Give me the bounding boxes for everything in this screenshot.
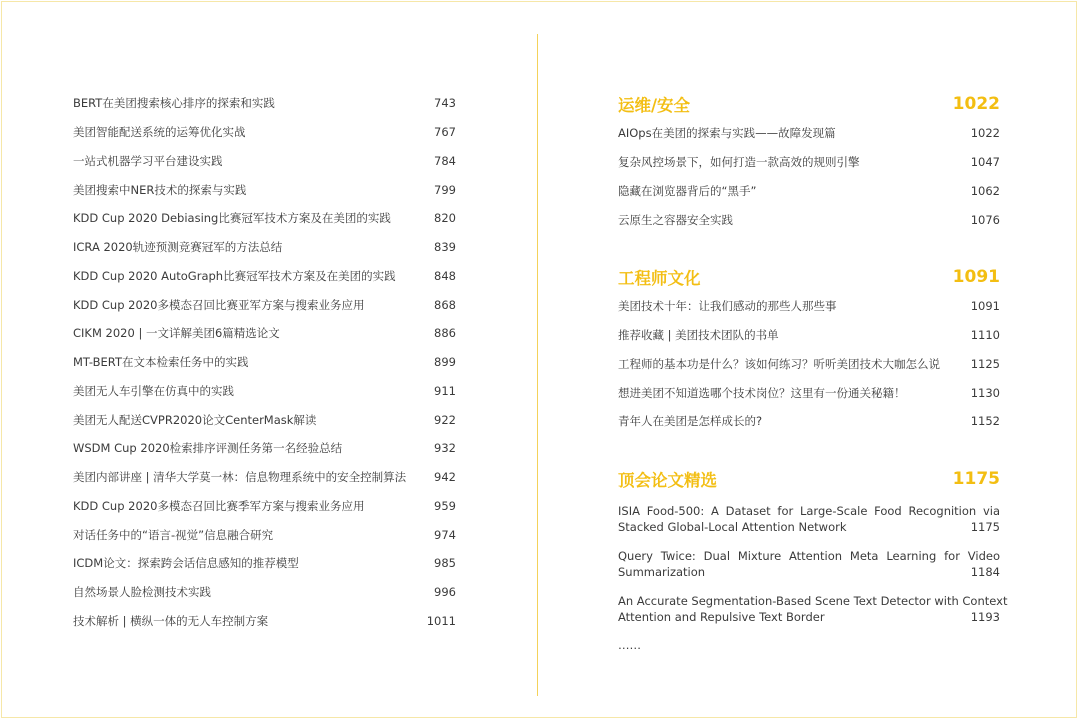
toc-entry-title: 美团内部讲座 | 清华大学莫一林：信息物理系统中的安全控制算法 <box>73 470 407 485</box>
toc-entry-title: 自然场景人脸检测技术实践 <box>73 585 211 600</box>
toc-entry[interactable] <box>73 405 456 434</box>
section-page: 1022 <box>952 94 1000 114</box>
toc-entry-title: 一站式机器学习平台建设实践 <box>73 153 223 168</box>
toc-entry[interactable] <box>618 205 1000 234</box>
toc-entry-page: 1125 <box>970 356 1000 371</box>
toc-entry-title: 云原生之容器安全实践 <box>618 212 733 227</box>
toc-entry[interactable] <box>73 578 456 607</box>
toc-entry-page: 922 <box>434 412 456 427</box>
toc-entry-title: 技术解析 | 横纵一体的无人车控制方案 <box>73 613 269 628</box>
toc-entry-title: BERT在美团搜索核心排序的探索和实践 <box>73 96 275 111</box>
section-title: 工程师文化 <box>618 269 701 288</box>
toc-entry[interactable] <box>73 89 456 118</box>
toc-entry[interactable] <box>73 549 456 578</box>
paper-title-line1: Query Twice: Dual Mixture Attention Meta Learning for Video <box>618 548 1000 563</box>
toc-entry-title: 美团无人配送CVPR2020论文CenterMask解读 <box>73 412 317 427</box>
toc-entry-title: 美团技术十年：让我们感动的那些人那些事 <box>618 299 837 314</box>
toc-entry-page: 1011 <box>426 613 456 628</box>
toc-entry-page: 1022 <box>970 126 1000 141</box>
paper-title-line2: Attention and Repulsive Text Border <box>618 610 825 625</box>
toc-entry-page: 848 <box>434 268 456 283</box>
toc-entry[interactable] <box>73 377 456 406</box>
section-heading <box>618 89 1000 119</box>
toc-entry-title: KDD Cup 2020多模态召回比赛亚军方案与搜索业务应用 <box>73 297 365 312</box>
toc-entry-title: 青年人在美团是怎样成长的? <box>618 414 763 429</box>
toc-entry-page: 886 <box>434 326 456 341</box>
section-papers <box>618 464 1008 652</box>
toc-entry-page: 1152 <box>970 414 1000 429</box>
toc-entry-title: ICRA 2020轨迹预测竞赛冠军的方法总结 <box>73 240 283 255</box>
paper-entry[interactable] <box>618 593 1008 626</box>
paper-page: 1193 <box>970 610 1000 625</box>
toc-entry[interactable] <box>73 233 456 262</box>
toc-entry-page: 899 <box>434 355 456 370</box>
toc-entry[interactable] <box>73 204 456 233</box>
toc-entry-title: 美团无人车引擎在仿真中的实践 <box>73 383 234 398</box>
toc-entry-page: 799 <box>434 182 456 197</box>
toc-entry-page: 911 <box>434 383 456 398</box>
toc-entry-title: KDD Cup 2020 AutoGraph比赛冠军技术方案及在美团的实践 <box>73 268 396 283</box>
toc-right-column <box>618 89 1008 652</box>
paper-title-line2: Summarization <box>618 565 706 580</box>
section-title: 运维/安全 <box>618 96 691 115</box>
toc-entry-title: AIOps在美团的探索与实践——故障发现篇 <box>618 126 836 141</box>
toc-entry[interactable] <box>73 607 456 636</box>
section-title: 顶会论文精选 <box>618 470 717 490</box>
toc-entry[interactable] <box>73 520 456 549</box>
toc-entry[interactable] <box>618 292 1000 321</box>
toc-entry[interactable] <box>618 407 1000 436</box>
toc-entry[interactable] <box>618 177 1000 206</box>
toc-entry[interactable] <box>73 118 456 147</box>
toc-entry-page: 942 <box>434 470 456 485</box>
paper-entry[interactable] <box>618 548 1000 581</box>
toc-entry-page: 996 <box>434 585 456 600</box>
toc-entry-page: 1110 <box>970 328 1000 343</box>
toc-entry[interactable] <box>618 350 1000 379</box>
toc-entry[interactable] <box>73 147 456 176</box>
paper-entry[interactable] <box>618 503 1000 536</box>
toc-entry-page: 784 <box>434 153 456 168</box>
section-page: 1175 <box>952 468 1000 489</box>
toc-entry-page: 839 <box>434 240 456 255</box>
toc-entry[interactable] <box>73 319 456 348</box>
toc-entry[interactable] <box>73 492 456 521</box>
toc-entry[interactable] <box>73 463 456 492</box>
toc-entry-page: 868 <box>434 297 456 312</box>
toc-entry-page: 985 <box>434 556 456 571</box>
section-items <box>618 503 1008 626</box>
toc-entry-page: 1076 <box>970 212 1000 227</box>
section-items <box>618 119 1000 234</box>
toc-entry-page: 1047 <box>970 155 1000 170</box>
toc-entry[interactable] <box>618 378 1000 407</box>
paper-title-line2-row <box>618 564 1000 581</box>
ellipsis: …… <box>618 637 641 652</box>
toc-entry-title: KDD Cup 2020 Debiasing比赛冠军技术方案及在美团的实践 <box>73 211 391 226</box>
toc-entry-title: 工程师的基本功是什么？该如何练习？听听美团技术大咖怎么说 <box>618 356 940 371</box>
section-heading <box>618 464 1000 494</box>
paper-title-line2-row <box>618 609 1000 626</box>
toc-entry-page: 932 <box>434 441 456 456</box>
section-heading <box>618 262 1000 292</box>
toc-entry[interactable] <box>73 434 456 463</box>
toc-entry-page: 1091 <box>970 299 1000 314</box>
paper-title-line2: Stacked Global-Local Attention Network <box>618 520 847 535</box>
page-divider <box>537 34 538 696</box>
toc-entry-title: KDD Cup 2020多模态召回比赛季军方案与搜索业务应用 <box>73 498 365 513</box>
toc-entry[interactable] <box>73 175 456 204</box>
paper-title-line1: ISIA Food-500: A Dataset for Large-Scale Food Recognition via <box>618 503 1000 518</box>
paper-title-line2-row <box>618 519 1000 536</box>
toc-entry-page: 1130 <box>970 385 1000 400</box>
toc-left-column <box>73 89 456 635</box>
toc-entry-title: ICDM论文：探索跨会话信息感知的推荐模型 <box>73 556 299 571</box>
toc-entry-title: 推荐收藏 | 美团技术团队的书单 <box>618 328 779 343</box>
toc-entry-title: 想进美团不知道选哪个技术岗位？这里有一份通关秘籍！ <box>618 385 906 400</box>
toc-entry-title: CIKM 2020 | 一文详解美团6篇精选论文 <box>73 326 280 341</box>
toc-entry[interactable] <box>618 321 1000 350</box>
toc-entry-page: 820 <box>434 211 456 226</box>
toc-entry-title: 复杂风控场景下，如何打造一款高效的规则引擎 <box>618 155 860 170</box>
toc-entry-title: 美团搜索中NER技术的探索与实践 <box>73 182 247 197</box>
section-items <box>618 292 1000 436</box>
paper-title-line1: An Accurate Segmentation-Based Scene Text Detector with Context <box>618 593 1008 608</box>
toc-entry-title: 对话任务中的“语言-视觉”信息融合研究 <box>73 527 274 542</box>
toc-entry-page: 1062 <box>970 183 1000 198</box>
toc-entry-title: 美团智能配送系统的运筹优化实战 <box>73 125 246 140</box>
toc-entry-title: WSDM Cup 2020检索排序评测任务第一名经验总结 <box>73 441 343 456</box>
toc-entry[interactable] <box>618 119 1000 148</box>
toc-entry[interactable] <box>73 348 456 377</box>
paper-page: 1184 <box>970 565 1000 580</box>
toc-entry[interactable] <box>618 148 1000 177</box>
toc-entry-title: 隐藏在浏览器背后的“黑手” <box>618 183 757 198</box>
toc-entry-title: MT-BERT在文本检索任务中的实践 <box>73 355 249 370</box>
toc-entry[interactable] <box>73 290 456 319</box>
paper-page: 1175 <box>970 520 1000 535</box>
toc-entry-page: 767 <box>434 125 456 140</box>
section-page: 1091 <box>952 267 1000 287</box>
toc-entry-page: 743 <box>434 96 456 111</box>
toc-entry-page: 959 <box>434 498 456 513</box>
toc-entry[interactable] <box>73 262 456 291</box>
toc-entry-page: 974 <box>434 527 456 542</box>
section-culture <box>618 262 1000 436</box>
section-ops <box>618 89 1000 234</box>
